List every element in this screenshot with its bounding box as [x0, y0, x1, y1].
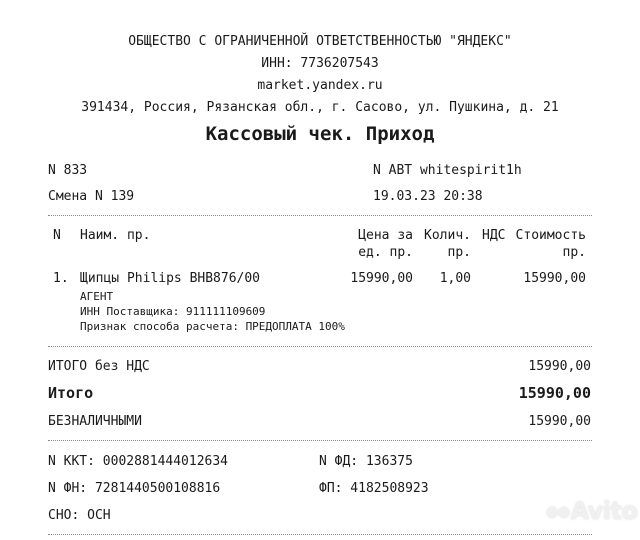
item-qty: 1,00 — [439, 271, 471, 286]
divider — [48, 534, 592, 535]
item-cost: 15990,00 — [523, 271, 586, 286]
col-cost-line1: Стоимость — [515, 228, 586, 243]
col-price-line1: Цена за — [358, 228, 413, 243]
item-number: 1. — [53, 271, 69, 286]
divider — [48, 215, 592, 216]
total-no-vat-value: 15990,00 — [528, 359, 591, 374]
col-n: N — [53, 228, 61, 243]
company-website: market.yandex.ru — [257, 78, 383, 93]
item-supplier-inn: ИНН Поставщика: 911111109609 — [80, 305, 266, 318]
sno: СНО: ОСН — [48, 508, 111, 523]
col-qty-line1: Колич. — [424, 228, 471, 243]
company-address: 391434, Россия, Рязанская обл., г. Сасово, ул. Пушкина, д. 21 — [81, 100, 559, 115]
item-payment-method: Признак способа расчета: ПРЕДОПЛАТА 100% — [80, 320, 345, 333]
total-no-vat-label: ИТОГО без НДС — [48, 359, 150, 374]
avito-watermark — [546, 497, 638, 525]
receipt-number: N 833 — [48, 163, 88, 178]
fn-number: N ФН: 7281440500108816 — [48, 481, 221, 496]
receipt-datetime: 19.03.23 20:38 — [373, 189, 483, 204]
fd-number: N ФД: 136375 — [319, 454, 413, 469]
fp-number: ФП: 4182508923 — [319, 481, 429, 496]
col-name: Наим. пр. — [80, 228, 151, 243]
avito-logo-icon: ●● — [546, 504, 570, 520]
cashless-value: 15990,00 — [528, 414, 591, 429]
col-price-line2: ед. пр. — [358, 245, 413, 260]
total-label: Итого — [48, 384, 94, 402]
item-price: 15990,00 — [350, 271, 413, 286]
divider — [48, 440, 592, 441]
item-agent: АГЕНТ — [80, 290, 114, 303]
company-inn: ИНН: 7736207543 — [261, 56, 379, 71]
company-name: ОБЩЕСТВО С ОГРАНИЧЕННОЙ ОТВЕТСТВЕННОСТЬЮ "ЯНДЕКС" — [128, 34, 512, 49]
watermark-text: Avito — [570, 497, 638, 525]
auto-number: N АВТ whitespirit1h — [373, 163, 522, 178]
shift-number: Смена N 139 — [48, 189, 135, 204]
kkt-number: N ККТ: 0002881444012634 — [48, 454, 229, 469]
divider — [48, 346, 592, 347]
col-vat: НДС — [482, 228, 506, 243]
total-value: 15990,00 — [518, 384, 591, 402]
col-qty-line2: пр. — [447, 245, 471, 260]
cashless-label: БЕЗНАЛИЧНЫМИ — [48, 414, 142, 429]
col-cost-line2: пр. — [562, 245, 586, 260]
receipt-title: Кассовый чек. Приход — [205, 123, 435, 145]
item-name: Щипцы Philips BHB876/00 — [80, 271, 261, 286]
